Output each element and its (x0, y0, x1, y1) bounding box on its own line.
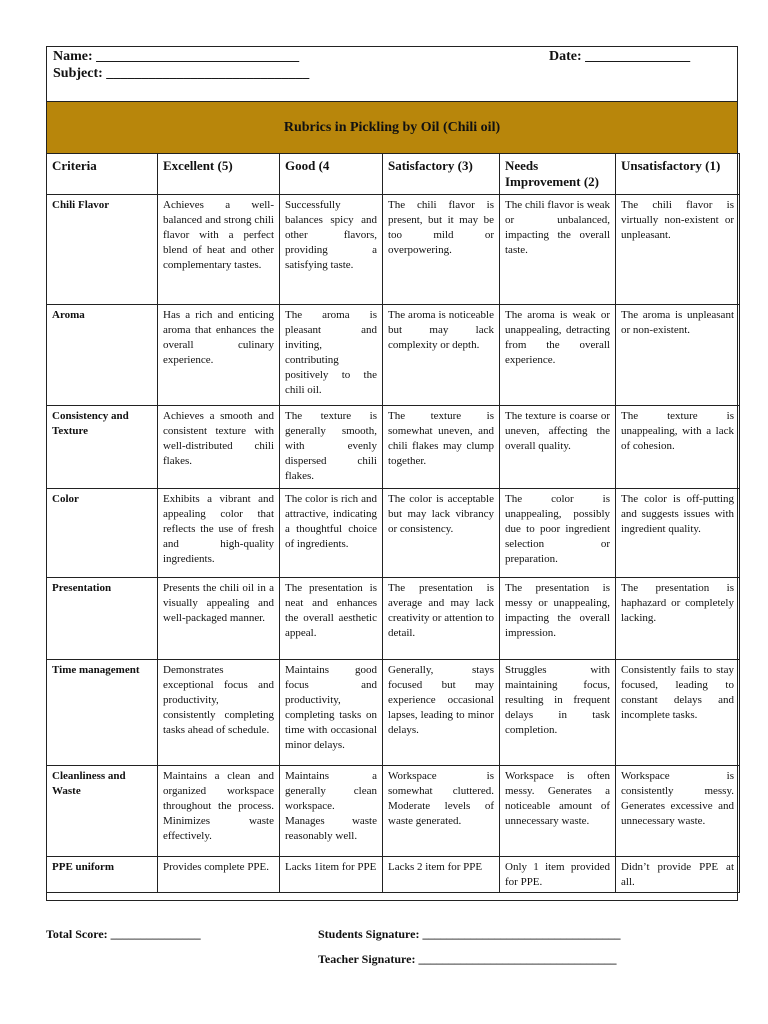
rubric-cell: The chili flavor is weak or unbalanced, impacting the overall taste. (500, 195, 616, 305)
rubric-cell: The presentation is average and may lack creativity or attention to detail. (383, 578, 500, 660)
table-row (47, 195, 740, 305)
rubric-cell: The aroma is weak or unappealing, detracting from the overall experience. (500, 305, 616, 406)
table-row (47, 857, 740, 893)
rubric-cell: Only 1 item provided for PPE. (500, 857, 616, 893)
rubric-cell: The texture is somewhat uneven, and chili flakes may clump together. (383, 406, 500, 489)
rubric-cell: The chili flavor is virtually non-existent or unpleasant. (616, 195, 740, 305)
rubric-cell: The color is acceptable but may lack vibrancy or consistency. (383, 489, 500, 578)
rubric-cell: Presents the chili oil in a visually appealing and well-packaged manner. (158, 578, 280, 660)
rubric-cell: The color is rich and attractive, indicating a thoughtful choice of ingredients. (280, 489, 383, 578)
rubric-cell: The aroma is pleasant and inviting, contributing positively to the chili oil. (280, 305, 383, 406)
rubric-cell: Successfully balances spicy and other flavors, providing a satisfying taste. (280, 195, 383, 305)
rubric-cell: Lacks 2 item for PPE (383, 857, 500, 893)
criteria-cell: PPE uniform (47, 857, 158, 893)
rubric-cell: Workspace is consistently messy. Generates excessive and unnecessary waste. (616, 766, 740, 857)
criteria-cell: Chili Flavor (47, 195, 158, 305)
column-header: Criteria (47, 154, 158, 195)
table-row (47, 406, 740, 489)
date-line: Date: _______________ (549, 49, 691, 64)
column-header: Excellent (5) (158, 154, 280, 195)
rubric-table (46, 153, 740, 893)
rubric-cell: Has a rich and enticing aroma that enhances the overall culinary experience. (158, 305, 280, 406)
rubric-cell: The texture is coarse or uneven, affecting the overall quality. (500, 406, 616, 489)
rubric-cell: The aroma is unpleasant or non-existent. (616, 305, 740, 406)
rubric-cell: Maintains good focus and productivity, completing tasks on time with occasional minor delays. (280, 660, 383, 766)
table-row (47, 578, 740, 660)
table-header-row (47, 154, 740, 195)
students-signature-line: Students Signature: _________________________________ (318, 927, 621, 941)
subject-line: Subject: _____________________________ (53, 66, 310, 81)
table-row (47, 305, 740, 406)
column-header: Unsatisfactory (1) (616, 154, 740, 195)
criteria-cell: Time management (47, 660, 158, 766)
rubric-cell: The color is off-putting and suggests issues with ingredient quality. (616, 489, 740, 578)
rubric-cell: The aroma is noticeable but may lack complexity or depth. (383, 305, 500, 406)
criteria-cell: Cleanliness and Waste (47, 766, 158, 857)
rubric-cell: The presentation is messy or unappealing, impacting the overall impression. (500, 578, 616, 660)
header-block (47, 47, 737, 101)
rubric-cell: Demonstrates exceptional focus and productivity, consistently completing tasks ahead of schedule. (158, 660, 280, 766)
criteria-cell: Consistency and Texture (47, 406, 158, 489)
rubric-cell: The color is unappealing, possibly due to poor ingredient selection or preparation. (500, 489, 616, 578)
rubric-title: Rubrics in Pickling by Oil (Chili oil) (47, 101, 737, 154)
rubric-cell: Generally, stays focused but may experience occasional lapses, leading to minor delays. (383, 660, 500, 766)
rubric-cell: Achieves a smooth and consistent texture with well-distributed chili flakes. (158, 406, 280, 489)
criteria-cell: Color (47, 489, 158, 578)
rubric-cell: Lacks 1item for PPE (280, 857, 383, 893)
column-header: Satisfactory (3) (383, 154, 500, 195)
criteria-cell: Presentation (47, 578, 158, 660)
name-line: Name: _____________________________ (53, 49, 300, 64)
rubric-cell: Workspace is somewhat cluttered. Moderate levels of waste generated. (383, 766, 500, 857)
rubric-cell: Achieves a well-balanced and strong chili flavor with a perfect blend of heat and other complementary tastes. (158, 195, 280, 305)
rubric-cell: The texture is unappealing, with a lack of cohesion. (616, 406, 740, 489)
teacher-signature-line: Teacher Signature: _________________________________ (318, 952, 617, 966)
table-row (47, 489, 740, 578)
total-score-line: Total Score: _______________ (46, 927, 201, 941)
rubric-cell: Struggles with maintaining focus, resulting in frequent delays in task completion. (500, 660, 616, 766)
criteria-cell: Aroma (47, 305, 158, 406)
rubric-cell: The chili flavor is present, but it may be too mild or overpowering. (383, 195, 500, 305)
rubric-cell: The texture is generally smooth, with evenly dispersed chili flakes. (280, 406, 383, 489)
table-row (47, 766, 740, 857)
rubric-cell: Maintains a clean and organized workspace throughout the process. Minimizes waste effectively. (158, 766, 280, 857)
rubric-cell: Didn’t provide PPE at all. (616, 857, 740, 893)
rubric-cell: The presentation is neat and enhances the overall aesthetic appeal. (280, 578, 383, 660)
rubric-cell: The presentation is haphazard or completely lacking. (616, 578, 740, 660)
rubric-cell: Workspace is often messy. Generates a noticeable amount of unnecessary waste. (500, 766, 616, 857)
column-header: Needs Improvement (2) (500, 154, 616, 195)
rubric-cell: Exhibits a vibrant and appealing color that reflects the use of fresh and high-quality ingredients. (158, 489, 280, 578)
rubric-cell: Consistently fails to stay focused, leading to constant delays and incomplete tasks. (616, 660, 740, 766)
rubric-cell: Provides complete PPE. (158, 857, 280, 893)
column-header: Good (4 (280, 154, 383, 195)
table-row (47, 660, 740, 766)
rubric-sheet (46, 46, 738, 901)
rubric-cell: Maintains a generally clean workspace. Manages waste reasonably well. (280, 766, 383, 857)
